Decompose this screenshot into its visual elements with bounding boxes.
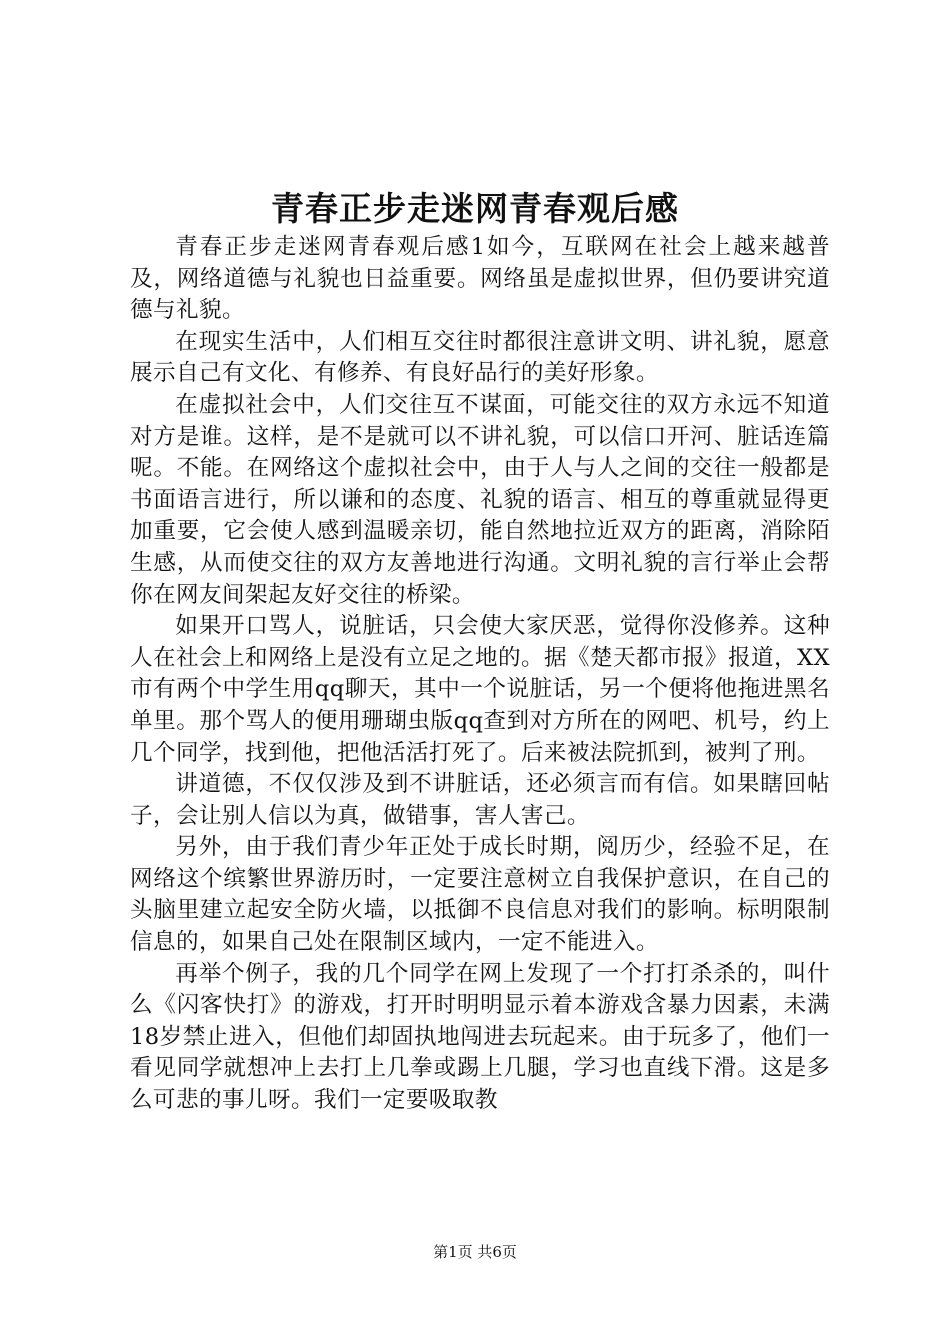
paragraph: 在现实生活中，人们相互交往时都很注意讲文明、讲礼貌，愿意展示自己有文化、有修养、有良好品行的美好形象。 bbox=[130, 328, 830, 387]
paragraph: 讲道德，不仅仅涉及到不讲脏话，还必须言而有信。如果瞎回帖子，会让别人信以为真，做错事，害人害己。 bbox=[130, 771, 830, 829]
paragraph: 青春正步走迷网青春观后感1如今，互联网在社会上越来越普及，网络道德与礼貌也日益重要。网络虽是虚拟世界，但仍要讲究道德与礼貌。 bbox=[130, 234, 830, 324]
document-title: 青春正步走迷网青春观后感 bbox=[271, 189, 679, 228]
paragraph: 另外，由于我们青少年正处于成长时期，阅历少，经验不足，在网络这个缤繁世界游历时，一定要注意树立自我保护意识，在自己的头脑里建立起安全防火墙，以抵御不良信息对我们的影响。标明限制信息的，如果自己处在限制区域内，一定不能进入。 bbox=[130, 834, 830, 956]
paragraph: 再举个例子，我的几个同学在网上发现了一个打打杀杀的，叫什么《闪客快打》的游戏，打开时明明显示着本游戏含暴力因素，未满18岁禁止进入，但他们却固执地闯进去玩起来。由于玩多了，他们一看见同学就想冲上去打上几拳或踢上几腿，学习也直线下滑。这是多么可悲的事儿呀。我们一定要吸取教 bbox=[130, 960, 830, 1114]
paragraph: 在虚拟社会中，人们交往互不谋面，可能交往的双方永远不知道对方是谁。这样，是不是就可以不讲礼貌，可以信口开河、脏话连篇呢。不能。在网络这个虚拟社会中，由于人与人之间的交往一般都是书面语言进行，所以谦和的态度、礼貌的语言、相互的尊重就显得更加重要，它会使人感到温暖亲切，能自然地拉近双方的距离，消除陌生感，从而使交往的双方友善地进行沟通。文明礼貌的言行举止会帮你在网友间架起友好交往的桥梁。 bbox=[130, 391, 830, 608]
document-body bbox=[130, 232, 830, 1117]
paragraph: 如果开口骂人，说脏话，只会使大家厌恶，觉得你没修养。这种人在社会上和网络上是没有立足之地的。据《楚天都市报》报道，XX市有两个中学生用qq聊天，其中一个说脏话，另一个便将他拖进黑名单里。那个骂人的便用珊瑚虫版qq查到对方所在的网吧、机号，约上几个同学，找到他，把他活活打死了。后来被法院抓到，被判了刑。 bbox=[130, 613, 830, 766]
page-footer: 第1页 共6页 bbox=[433, 1243, 517, 1261]
